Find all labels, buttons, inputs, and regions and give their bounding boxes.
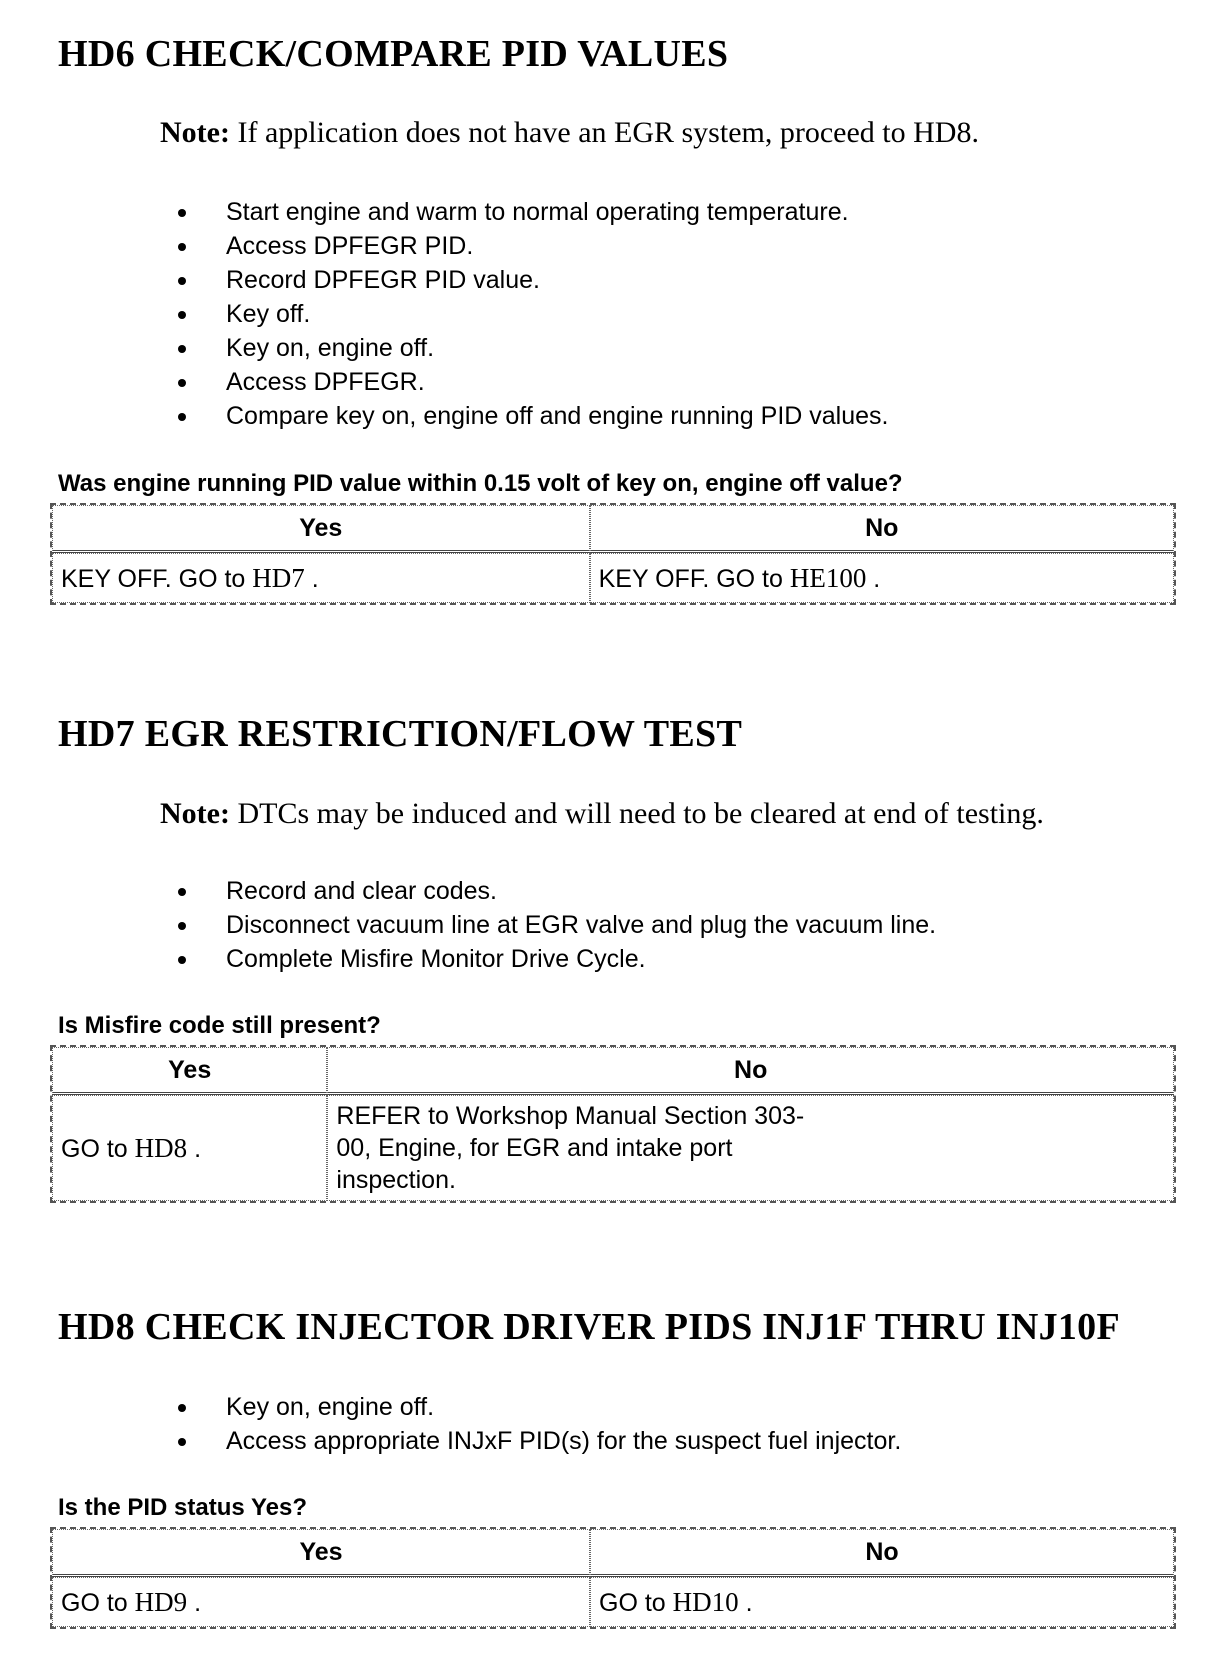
hd8-question: Is the PID status Yes?: [58, 1494, 307, 1521]
step-text: Access appropriate INJxF PID(s) for the suspect fuel injector.: [226, 1427, 902, 1455]
list-item: [0, 331, 888, 365]
step-text: Record DPFEGR PID value.: [226, 266, 540, 294]
hd6-answer-table: [50, 503, 1176, 605]
no-header: No: [590, 505, 1174, 553]
hd8-steps-list: [0, 1390, 901, 1458]
hd6-heading: HD6 CHECK/COMPARE PID VALUES: [58, 33, 729, 75]
hd8-link[interactable]: HD8: [134, 1132, 188, 1163]
yes-header: Yes: [52, 505, 590, 553]
list-item: [0, 263, 888, 297]
bullet-icon: [178, 277, 186, 285]
bullet-icon: [178, 209, 186, 217]
bullet-icon: [178, 922, 186, 930]
hd7-steps-list: [0, 874, 936, 976]
note-text: If application does not have an EGR system, proceed to HD8.: [229, 116, 979, 149]
list-item: [0, 297, 888, 331]
list-item: [0, 195, 888, 229]
step-text: Record and clear codes.: [226, 877, 497, 905]
yes-header: Yes: [52, 1529, 590, 1577]
step-text: Key on, engine off.: [226, 1393, 435, 1421]
step-text: Compare key on, engine off and engine running PID values.: [226, 402, 889, 430]
step-text: Complete Misfire Monitor Drive Cycle.: [226, 945, 646, 973]
no-header: No: [590, 1529, 1174, 1577]
hd7-note: [160, 797, 1044, 831]
list-item: [0, 942, 936, 976]
hd8-heading: HD8 CHECK INJECTOR DRIVER PIDS INJ1F THRU INJ10F: [58, 1306, 1120, 1348]
hd8-answer-table: [50, 1527, 1176, 1629]
no-header: No: [327, 1047, 1174, 1095]
list-item: [0, 1424, 901, 1458]
bullet-icon: [178, 243, 186, 251]
no-cell: REFER to Workshop Manual Section 303- 00, Engine, for EGR and intake port inspection.: [327, 1095, 1174, 1201]
hd7-question: Is Misfire code still present?: [58, 1012, 381, 1039]
hd6-note: [160, 116, 979, 150]
he100-link[interactable]: HE100: [789, 562, 867, 593]
list-item: [0, 229, 888, 263]
list-item: [0, 874, 936, 908]
hd9-link[interactable]: HD9: [134, 1586, 188, 1617]
step-text: Disconnect vacuum line at EGR valve and plug the vacuum line.: [226, 911, 937, 939]
bullet-icon: [178, 311, 186, 319]
bullet-icon: [178, 345, 186, 353]
hd10-link[interactable]: HD10: [672, 1586, 739, 1617]
note-label: Note:: [160, 116, 230, 149]
hd7-heading: HD7 EGR RESTRICTION/FLOW TEST: [58, 713, 743, 755]
hd7-link[interactable]: HD7: [252, 562, 305, 593]
step-text: Access DPFEGR.: [226, 368, 425, 396]
bullet-icon: [178, 956, 186, 964]
step-text: Access DPFEGR PID.: [226, 232, 474, 260]
no-cell: KEY OFF. GO to HE100 .: [590, 553, 1174, 603]
list-item: [0, 1390, 901, 1424]
note-label: Note:: [160, 797, 230, 830]
bullet-icon: [178, 413, 186, 421]
no-cell: GO to HD10 .: [590, 1577, 1174, 1627]
list-item: [0, 365, 888, 399]
bullet-icon: [178, 379, 186, 387]
step-text: Key on, engine off.: [226, 334, 435, 362]
hd7-answer-table: [50, 1045, 1176, 1203]
list-item: [0, 399, 888, 433]
step-text: Key off.: [226, 300, 311, 328]
yes-header: Yes: [52, 1047, 327, 1095]
note-text: DTCs may be induced and will need to be cleared at end of testing.: [229, 797, 1044, 830]
yes-cell: GO to HD9 .: [52, 1577, 590, 1627]
hd6-question: Was engine running PID value within 0.15 volt of key on, engine off value?: [58, 470, 903, 497]
bullet-icon: [178, 1404, 186, 1412]
yes-cell: KEY OFF. GO to HD7 .: [52, 553, 590, 603]
bullet-icon: [178, 888, 186, 896]
hd6-steps-list: [0, 195, 888, 433]
yes-cell: GO to HD8 .: [52, 1095, 327, 1201]
step-text: Start engine and warm to normal operating temperature.: [226, 198, 849, 226]
bullet-icon: [178, 1438, 186, 1446]
list-item: [0, 908, 936, 942]
